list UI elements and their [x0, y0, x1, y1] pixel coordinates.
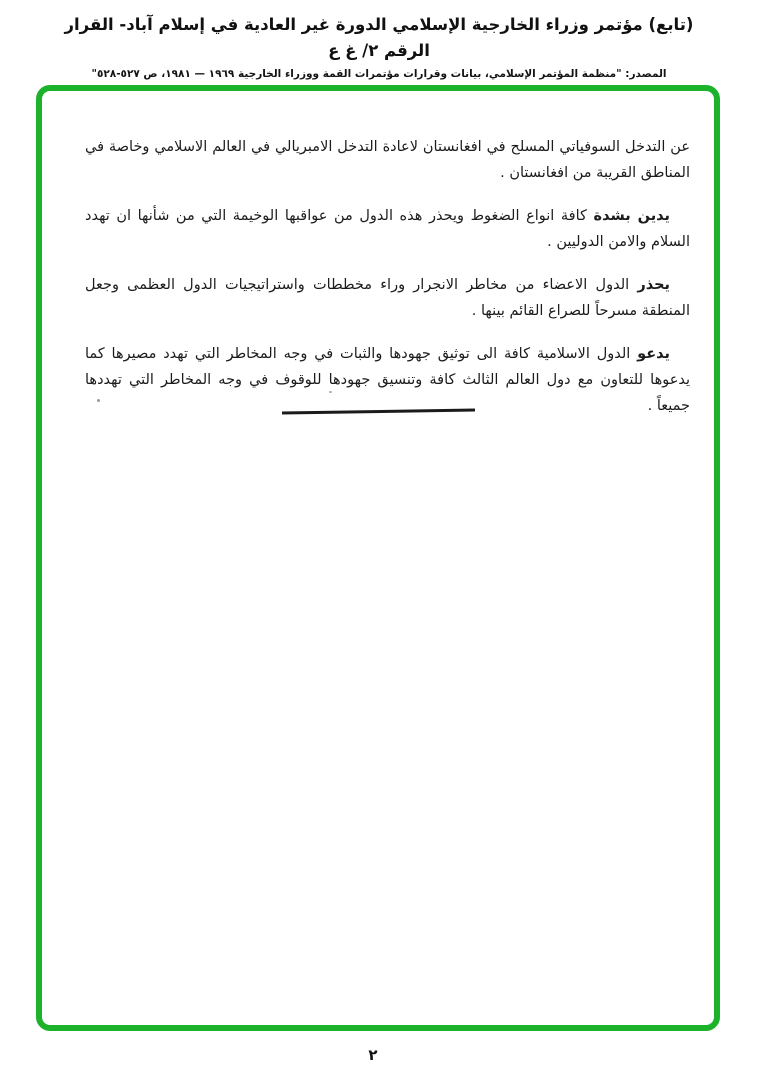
document-title: (تابع) مؤتمر وزراء الخارجية الإسلامي الدورة غير العادية في إسلام آباد- القرار الرقم ٢/ غ ع: [64, 15, 694, 60]
page-number: ٢: [368, 1046, 378, 1064]
paragraph-warns: [85, 272, 690, 324]
scan-artifact-speck: [329, 391, 332, 393]
scan-artifact-speck: [97, 399, 100, 402]
paragraph-lead: يحذر: [637, 277, 670, 293]
paragraph-text: عن التدخل السوفياتي المسلح في افغانستان لاعادة التدخل الامبريالي في العالم الاسلامي وخاصة في المناطق القريبة من افغانستان .: [85, 139, 690, 181]
paragraph-lead: يدعو: [637, 346, 670, 362]
document-body: [85, 134, 690, 436]
paragraph-lead: يدين بشدة: [593, 208, 670, 224]
paragraph-text: كافة انواع الضغوط ويحذر هذه الدول من عواقبها الوخيمة التي من شأنها ان تهدد السلام والامن الدوليين .: [85, 208, 690, 250]
paragraph-text: الدول الاسلامية كافة الى توثيق جهودها والثبات في وجه المخاطر التي تهدد مصيرها كما يدعوها للتعاون مع دول العالم الثالث كافة وتنسيق جهودها للوقوف في وجه المخاطر التي تهددها جميعاً .: [85, 346, 690, 414]
paragraph-calls-upon: [85, 341, 690, 419]
page-header: [0, 12, 758, 80]
paragraph-condemns: [85, 203, 690, 255]
paragraph-text: الدول الاعضاء من مخاطر الانجرار وراء مخططات واستراتيجيات الدول العظمى وجعل المنطقة مسرحاً للصراع القائم بينها .: [85, 277, 690, 319]
paragraph-continuation: [85, 134, 690, 186]
source-citation-line: المصدر: "منظمة المؤتمر الإسلامي، بيانات وقرارات مؤتمرات القمة ووزراء الخارجية ١٩٦٩ — ١٩٨١، ص ٥٢٧-٥٢٨": [91, 68, 667, 81]
